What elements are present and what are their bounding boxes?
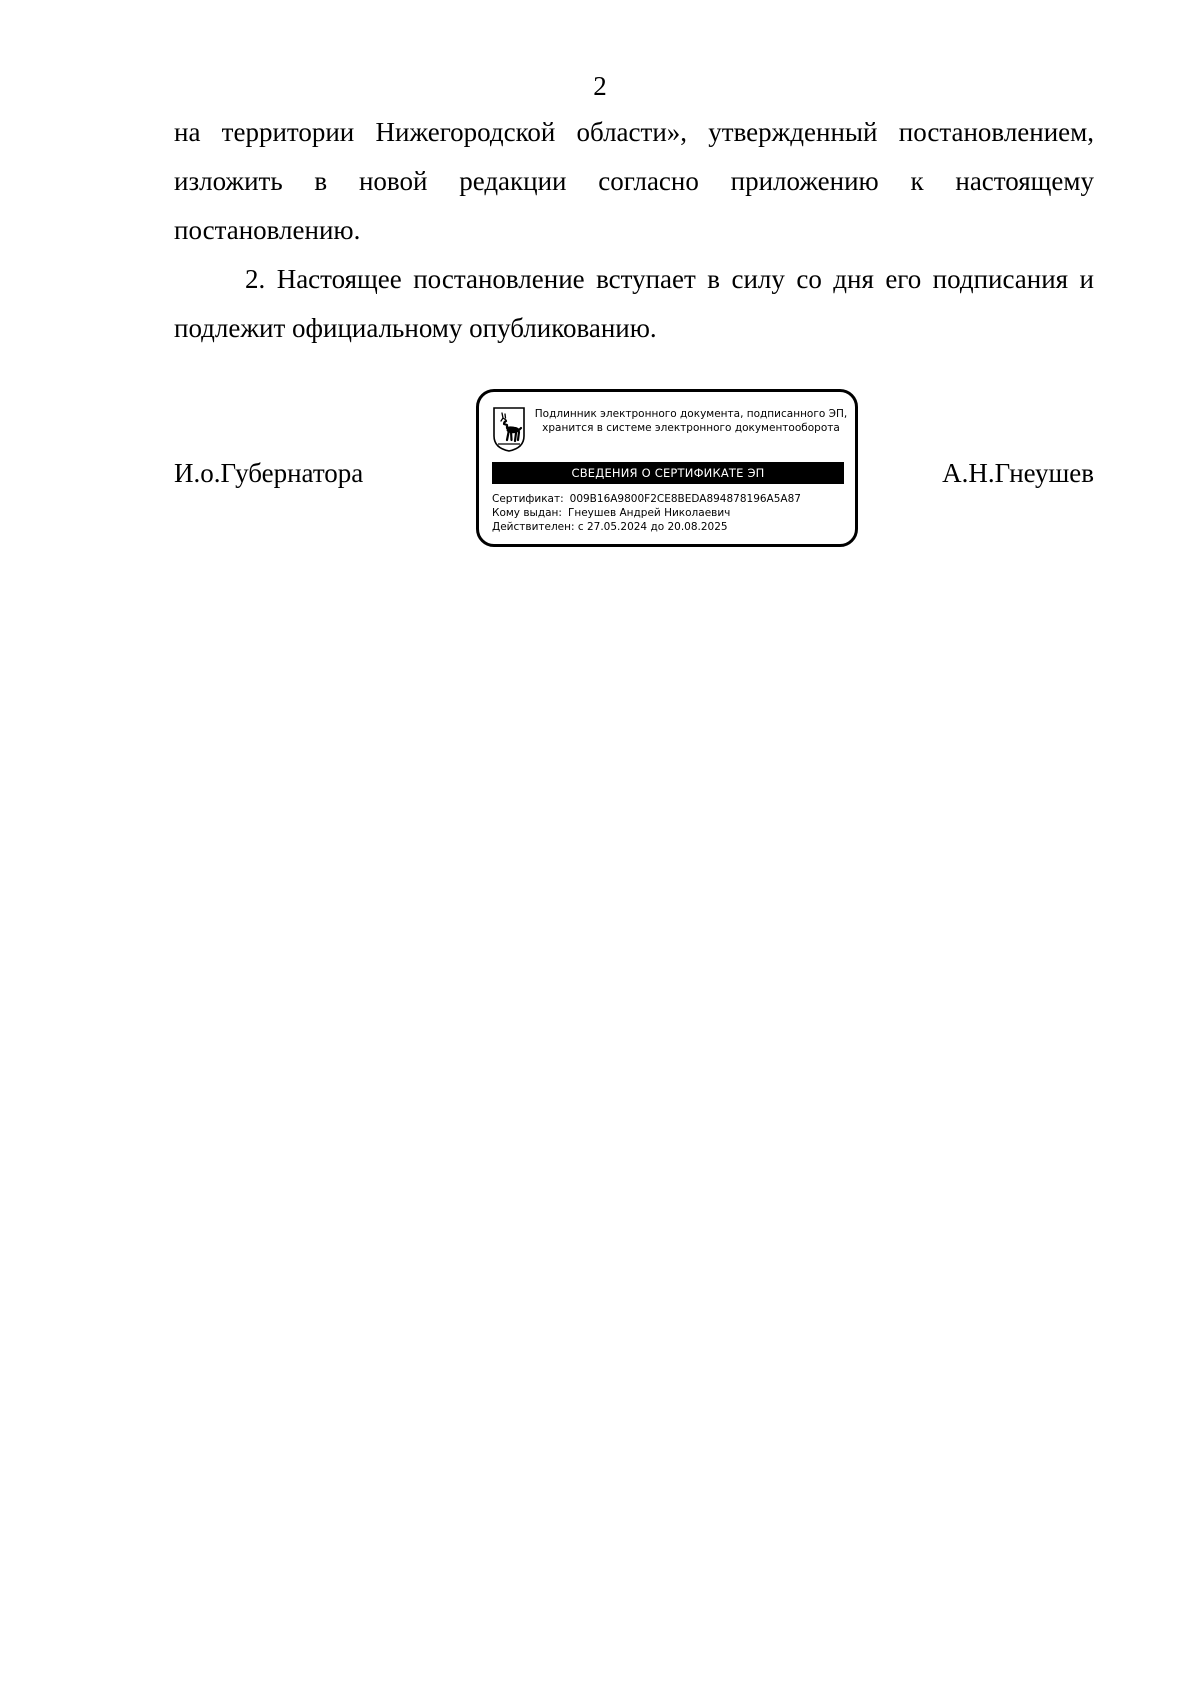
issued-to-row: [492, 506, 844, 520]
issued-to-value: Гнеушев Андрей Николаевич: [567, 507, 731, 519]
electronic-signature-stamp: [476, 389, 858, 547]
validity-row: Действителен: с 27.05.2024 до 20.08.2025: [492, 521, 728, 533]
signer-name: А.Н.Гнеушев: [942, 458, 1094, 488]
signer-title: И.о.Губернатора: [174, 458, 364, 488]
paragraph-continuation: на территории Нижегородской области», утвержденный постановлением, изложить в новой редакции согласно приложению к настоящему постановлению.: [174, 117, 1094, 245]
deer-coat-of-arms-icon: [492, 406, 526, 452]
document-body: [174, 108, 1094, 353]
certificate-row: [492, 492, 844, 506]
page-number: 2: [593, 71, 607, 101]
certificate-value: 009B16A9800F2CE8BEDA894878196A5A87: [569, 493, 801, 505]
stamp-header-line-1: Подлинник электронного документа, подписанного ЭП,: [534, 408, 848, 420]
signature-block: [174, 389, 1094, 557]
stamp-details: [492, 492, 844, 534]
stamp-band-title: СВЕДЕНИЯ О СЕРТИФИКАТЕ ЭП: [492, 462, 844, 484]
issued-to-label: Кому выдан:: [492, 507, 562, 519]
certificate-label: Сертификат:: [492, 493, 564, 505]
paragraph-clause-2: 2. Настоящее постановление вступает в силу со дня его подписания и подлежит официальному опубликованию.: [174, 264, 1094, 343]
stamp-header-line-2: хранится в системе электронного документооборота: [542, 422, 840, 434]
stamp-header: [533, 407, 849, 435]
